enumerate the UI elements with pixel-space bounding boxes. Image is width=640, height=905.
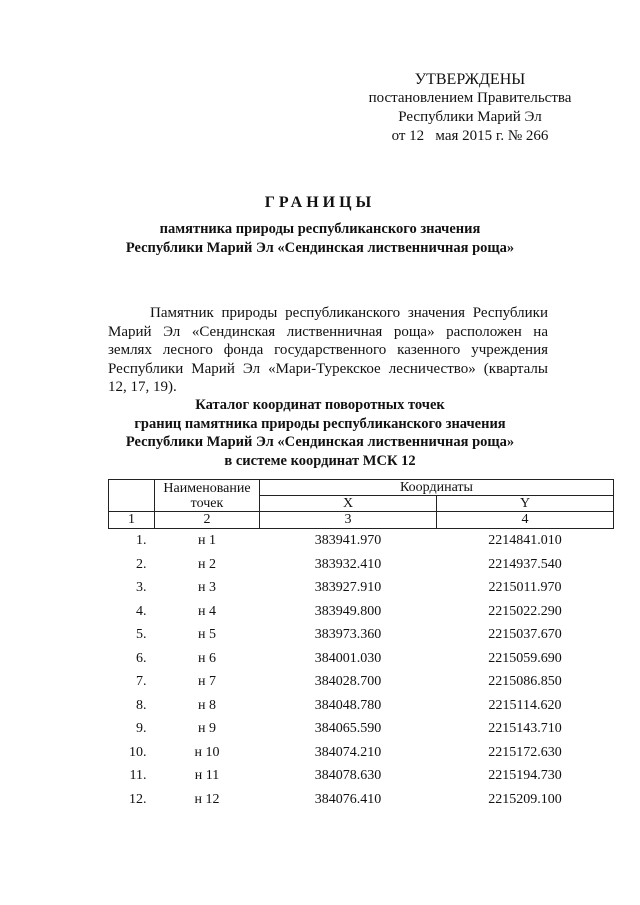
row-point-name: н 7 bbox=[198, 674, 216, 689]
table-row bbox=[109, 647, 614, 671]
col-number: 2 bbox=[155, 512, 260, 529]
row-y: 2214937.540 bbox=[488, 556, 562, 572]
table-row bbox=[109, 764, 614, 788]
table-row bbox=[109, 788, 614, 812]
table-row bbox=[109, 553, 614, 577]
row-y: 2215209.100 bbox=[488, 791, 562, 807]
row-y: 2215114.620 bbox=[488, 697, 562, 713]
row-y: 2215059.690 bbox=[488, 650, 562, 666]
row-y: 2215011.970 bbox=[488, 580, 562, 595]
catalog-heading bbox=[80, 396, 560, 470]
row-point-name: н 4 bbox=[198, 603, 216, 619]
row-point-name: н 1 bbox=[198, 533, 216, 548]
catalog-line-2: границ памятника природы республиканского значения bbox=[134, 415, 506, 432]
header-coordinates: Координаты bbox=[260, 480, 614, 496]
row-index: 11. bbox=[129, 768, 147, 783]
row-index: 9. bbox=[136, 721, 147, 736]
row-x: 384076.410 bbox=[314, 791, 382, 807]
col-number: 3 bbox=[260, 512, 437, 529]
header-index bbox=[109, 480, 155, 512]
row-x: 384065.590 bbox=[314, 721, 382, 736]
table-row bbox=[109, 600, 614, 624]
row-x: 383932.410 bbox=[314, 556, 382, 572]
row-x: 384001.030 bbox=[314, 650, 382, 666]
header-name-line-2: точек bbox=[190, 495, 224, 511]
table-row bbox=[109, 717, 614, 741]
row-index: 7. bbox=[136, 674, 147, 689]
col-number: 1 bbox=[109, 512, 155, 529]
row-x: 383973.360 bbox=[314, 627, 382, 642]
table-header-row bbox=[109, 480, 614, 496]
table-row bbox=[109, 576, 614, 600]
row-index: 8. bbox=[136, 697, 147, 713]
table-row bbox=[109, 741, 614, 765]
row-point-name: н 10 bbox=[194, 744, 220, 760]
row-point-name: н 12 bbox=[194, 791, 220, 807]
row-index: 5. bbox=[136, 627, 147, 642]
row-point-name: н 3 bbox=[198, 580, 216, 595]
header-point-name bbox=[155, 480, 260, 512]
row-point-name: н 11 bbox=[194, 768, 220, 783]
row-point-name: н 6 bbox=[198, 650, 216, 666]
row-x: 384078.630 bbox=[314, 768, 382, 783]
row-point-name: н 9 bbox=[198, 721, 216, 736]
row-x: 384074.210 bbox=[314, 744, 382, 760]
row-index: 6. bbox=[136, 650, 147, 666]
header-name-line-1: Наименование bbox=[163, 480, 251, 496]
approval-line-1: постановлением Правительства bbox=[368, 90, 572, 106]
table-row bbox=[109, 670, 614, 694]
coordinates-table bbox=[108, 479, 614, 811]
row-index: 10. bbox=[129, 744, 147, 760]
approval-heading: УТВЕРЖДЕНЫ bbox=[414, 71, 526, 88]
row-index: 2. bbox=[136, 556, 147, 572]
row-x: 383941.970 bbox=[314, 533, 382, 548]
catalog-line-1: Каталог координат поворотных точек bbox=[195, 397, 445, 413]
row-point-name: н 2 bbox=[198, 556, 216, 572]
table-row bbox=[109, 623, 614, 647]
approval-block bbox=[360, 70, 580, 146]
header-x: X bbox=[260, 496, 437, 512]
row-x: 384028.700 bbox=[314, 674, 382, 689]
table-row bbox=[109, 529, 614, 553]
approval-line-2: Республики Марий Эл bbox=[398, 109, 542, 125]
row-y: 2214841.010 bbox=[488, 533, 562, 548]
row-y: 2215086.850 bbox=[488, 674, 562, 689]
table-row bbox=[109, 694, 614, 718]
approval-line-3: от 12 мая 2015 г. № 266 bbox=[391, 128, 549, 144]
row-point-name: н 5 bbox=[198, 627, 216, 642]
row-y: 2215143.710 bbox=[488, 721, 562, 736]
row-index: 1. bbox=[136, 533, 147, 548]
catalog-line-3: Республики Марий Эл «Сендинская лиственничная роща» bbox=[125, 434, 515, 450]
row-y: 2215022.290 bbox=[488, 603, 562, 619]
row-point-name: н 8 bbox=[198, 697, 216, 713]
row-x: 383927.910 bbox=[314, 580, 382, 595]
row-x: 383949.800 bbox=[314, 603, 382, 619]
row-y: 2215194.730 bbox=[488, 768, 562, 783]
document-subtitle bbox=[80, 220, 560, 258]
row-index: 3. bbox=[136, 580, 147, 595]
column-number-row bbox=[109, 512, 614, 529]
row-index: 12. bbox=[129, 791, 147, 807]
col-number: 4 bbox=[437, 512, 614, 529]
subtitle-line-2: Республики Марий Эл «Сендинская лиственничная роща» bbox=[125, 240, 515, 256]
row-y: 2215172.630 bbox=[488, 744, 562, 760]
catalog-line-4: в системе координат МСК 12 bbox=[224, 452, 416, 469]
document-title: ГРАНИЦЫ bbox=[264, 194, 376, 211]
subtitle-line-1: памятника природы республиканского значения bbox=[159, 221, 481, 237]
header-y: Y bbox=[437, 496, 614, 512]
row-index: 4. bbox=[136, 603, 147, 619]
row-x: 384048.780 bbox=[314, 697, 382, 713]
description-paragraph: Памятник природы республиканского значения Республики Марий Эл «Сендинская лиственничная роща» расположен на землях лесного фонда государственного казенного учреждения Республики Марий Эл «Мари-Турекское лесничество» (кварталы 12, 17, 19). bbox=[108, 305, 548, 395]
row-y: 2215037.670 bbox=[488, 627, 562, 642]
